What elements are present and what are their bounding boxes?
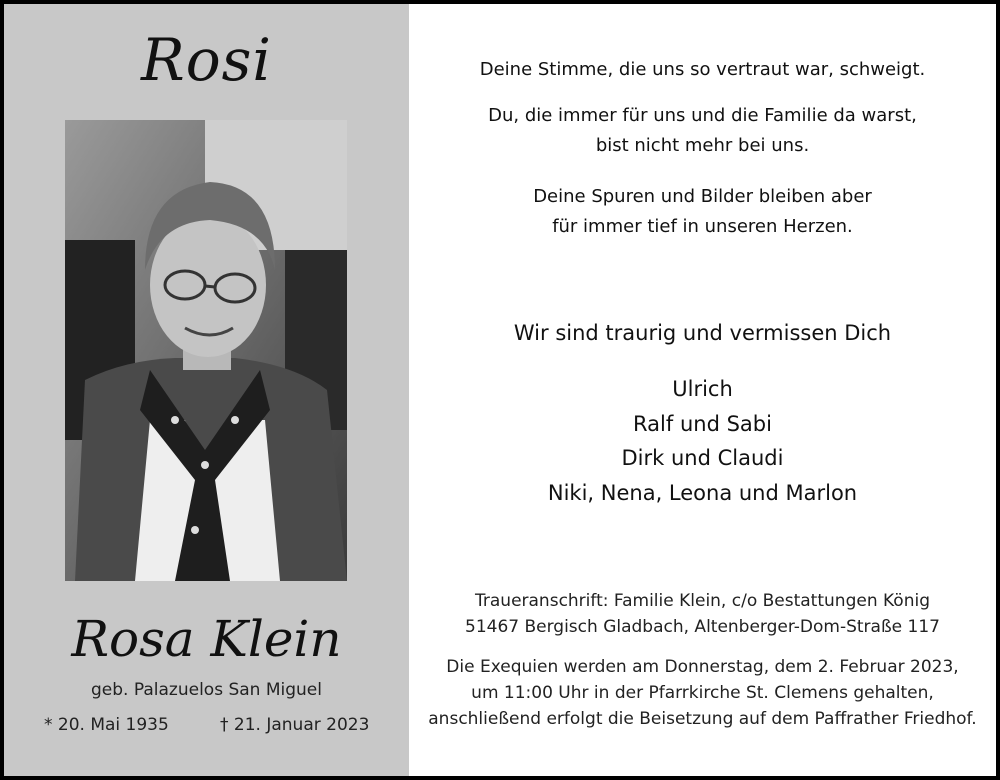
deceased-name: Rosa Klein [71,610,342,668]
service-line: um 11:00 Uhr in der Pfarrkirche St. Clemens gehalten, [471,683,934,703]
mourning-address [409,588,996,640]
mourning-line: Wir sind traurig und vermissen Dich [513,321,892,345]
verse-line: Du, die immer für uns und die Familie da warst, [488,105,917,126]
family-member: Ralf und Sabi [633,411,772,436]
portrait-image [65,120,347,581]
family-list [409,372,996,510]
verse-1 [409,55,996,85]
family-member: Niki, Nena, Leona und Marlon [547,480,858,505]
verse-line: für immer tief in unseren Herzen. [552,216,853,237]
birth-date: * 20. Mai 1935 [44,715,169,735]
portrait-photo [65,120,347,581]
service-line: Die Exequien werden am Donnerstag, dem 2. Februar 2023, [446,657,959,677]
verse-2 [409,101,996,161]
verse-line: Deine Spuren und Bilder bleiben aber [533,186,872,207]
service-line: anschließend erfolgt die Beisetzung auf dem Paffrather Friedhof. [428,709,977,729]
obituary-card [4,4,996,776]
verse-3 [409,182,996,242]
family-member: Dirk und Claudi [621,446,784,470]
death-date: † 21. Januar 2023 [220,715,370,735]
left-panel [4,4,409,776]
address-line: Traueranschrift: Familie Klein, c/o Bestattungen König [475,591,930,611]
verse-line: Deine Stimme, die uns so vertraut war, schweigt. [479,59,926,80]
address-line: 51467 Bergisch Gladbach, Altenberger-Dom-Straße 117 [465,617,940,637]
funeral-service-info [409,654,996,732]
family-member: Ulrich [672,377,733,401]
right-panel [409,4,996,776]
nickname: Rosi [141,26,272,94]
birth-name: geb. Palazuelos San Miguel [91,680,322,700]
verse-line: bist nicht mehr bei uns. [595,135,810,156]
